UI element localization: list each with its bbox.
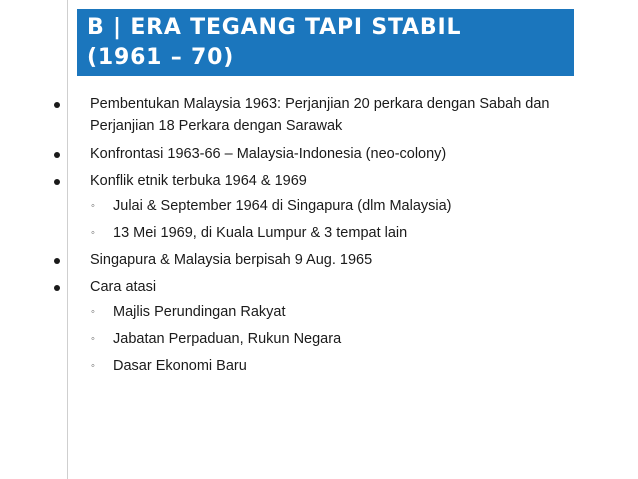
bullet-dot	[54, 152, 60, 158]
sub-bullet-text: 13 Mei 1969, di Kuala Lumpur & 3 tempat lain	[113, 225, 408, 241]
slide-title-line-1: B | ERA TEGANG TAPI STABIL	[87, 15, 462, 40]
bullet-dot	[54, 179, 60, 185]
bullet-text: Cara atasi	[90, 279, 157, 295]
bullet-dot	[54, 258, 60, 264]
title-banner	[77, 9, 574, 76]
sub-bullet-icon: ◦	[91, 200, 95, 212]
bullet-text: Singapura & Malaysia berpisah 9 Aug. 1965	[90, 252, 373, 268]
bullet-dot	[54, 102, 60, 108]
sub-bullet-icon: ◦	[91, 333, 95, 345]
left-rule-line	[67, 0, 68, 479]
bullet-dot	[54, 285, 60, 291]
sub-bullet-icon: ◦	[91, 360, 95, 372]
bullet-text-continued: Perjanjian 18 Perkara dengan Sarawak	[90, 118, 343, 134]
sub-bullet-text: Julai & September 1964 di Singapura (dlm Malaysia)	[113, 198, 452, 214]
sub-bullet-text: Majlis Perundingan Rakyat	[113, 304, 286, 320]
sub-bullet-icon: ◦	[91, 227, 95, 239]
bullet-text: Pembentukan Malaysia 1963: Perjanjian 20 perkara dengan Sabah dan	[90, 96, 550, 112]
sub-bullet-text: Dasar Ekonomi Baru	[113, 358, 247, 374]
sub-bullet-icon: ◦	[91, 306, 95, 318]
sub-bullet-text: Jabatan Perpaduan, Rukun Negara	[113, 331, 342, 347]
bullet-text: Konflik etnik terbuka 1964 & 1969	[90, 173, 307, 189]
slide-title-line-2: (1961 – 70)	[87, 45, 235, 70]
bullet-text: Konfrontasi 1963-66 – Malaysia-Indonesia (neo-colony)	[90, 146, 447, 162]
